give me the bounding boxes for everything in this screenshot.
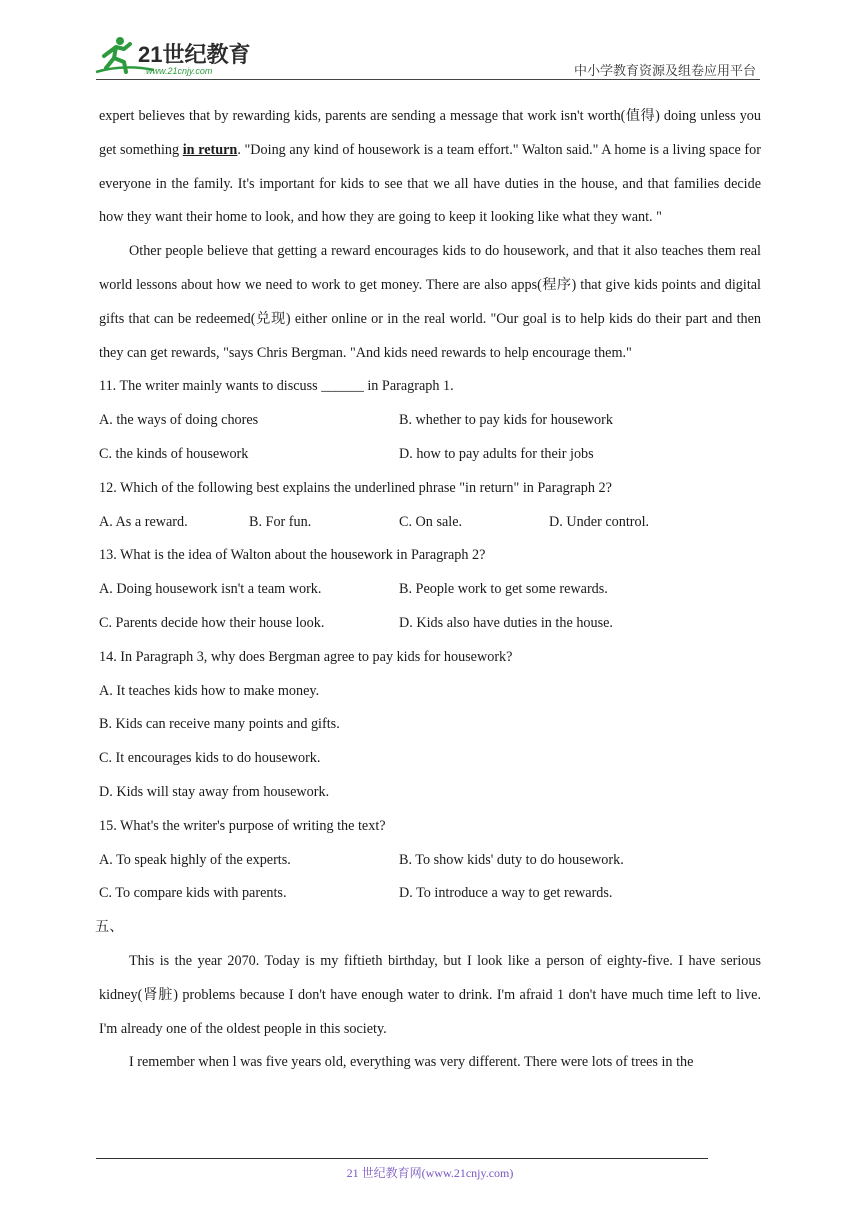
- underlined-phrase: in return: [182, 141, 238, 158]
- option-a: A. the ways of doing chores: [99, 412, 259, 429]
- option-d: D. how to pay adults for their jobs: [399, 445, 594, 462]
- logo-text: 21世纪教育: [138, 42, 251, 67]
- section5-paragraph-1: This is the year 2070. Today is my fiftieth birthday, but I look like a person of eighty-five. I have serious kidney(肾脏) problems because I don't have enough water to drink. I'm afraid 1 don't have much time left to live. I'm already one of the oldest people in this society.: [99, 952, 761, 1037]
- logo-url: www.21cnjy.com: [146, 66, 213, 76]
- passage-paragraph-3: Other people believe that getting a reward encourages kids to do housework, and that it also teaches them real world lessons about how we need to work to get money. There are also apps(程序) that give kids points and digital gifts that can be redeemed(兑现) either online or in the real world. "Our goal is to help kids do their part and then they can get rewards, "says Chris Bergman. "And kids need rewards to help encourage them.": [99, 243, 761, 361]
- section5-paragraph-2: I remember when l was five years old, everything was very different. There were lots of trees in the: [129, 1054, 694, 1071]
- option-c: C. On sale.: [399, 513, 463, 530]
- logo-21cnjy: [94, 34, 264, 78]
- passage-paragraph-2: expert believes that by rewarding kids, parents are sending a message that work isn't worth(值得) doing unless you get something in return. "Doing any kind of housework is a team effort." Walton said." A home is a living space for everyone in the family. It's important for kids to see that we all have duties in the house, and that families decide how they want their home to look, and how they are going to keep it looking like what they want. ": [99, 108, 761, 226]
- question-11-options-row2: [99, 438, 761, 472]
- option-b: B. To show kids' duty to do housework.: [399, 851, 624, 868]
- header-platform-name: 中小学教育资源及组卷应用平台: [573, 63, 756, 78]
- option-d: D. Kids also have duties in the house.: [399, 614, 613, 631]
- question-13-options-row1: [99, 573, 761, 607]
- option-d: D. To introduce a way to get rewards.: [399, 885, 613, 902]
- option-d: D. Under control.: [549, 513, 650, 530]
- page-header: [0, 0, 860, 90]
- option-a: A. To speak highly of the experts.: [99, 851, 291, 868]
- question-15-options-row1: [99, 844, 761, 878]
- question-11-stem: 11. The writer mainly wants to discuss ______ in Paragraph 1.: [99, 378, 454, 395]
- question-15-options-row2: [99, 877, 761, 911]
- option-c: C. It encourages kids to do housework.: [99, 750, 321, 767]
- option-a: A. As a reward.: [99, 513, 188, 530]
- question-13-stem: 13. What is the idea of Walton about the housework in Paragraph 2?: [99, 547, 486, 564]
- option-d: D. Kids will stay away from housework.: [99, 783, 330, 800]
- option-b: B. People work to get some rewards.: [399, 581, 608, 598]
- question-13-options-row2: [99, 607, 761, 641]
- option-c: C. Parents decide how their house look.: [99, 614, 325, 631]
- option-b: B. Kids can receive many points and gifts.: [99, 716, 340, 733]
- option-b: B. For fun.: [249, 513, 312, 530]
- option-b: B. whether to pay kids for housework: [399, 412, 613, 429]
- option-a: A. It teaches kids how to make money.: [99, 682, 320, 699]
- document-body: [95, 100, 761, 1080]
- header-divider: [96, 79, 760, 80]
- question-14-stem: 14. In Paragraph 3, why does Bergman agree to pay kids for housework?: [99, 648, 513, 665]
- option-c: C. To compare kids with parents.: [99, 885, 287, 902]
- question-11-options-row1: [99, 404, 761, 438]
- question-12-stem: 12. Which of the following best explains the underlined phrase "in return" in Paragraph 2?: [99, 479, 612, 496]
- question-15-stem: 15. What's the writer's purpose of writing the text?: [99, 817, 386, 834]
- question-12-options: [99, 506, 761, 540]
- footer-divider: [96, 1158, 708, 1159]
- option-c: C. the kinds of housework: [99, 445, 249, 462]
- option-a: A. Doing housework isn't a team work.: [99, 581, 322, 598]
- footer-text: 21 世纪教育网(www.21cnjy.com): [346, 1166, 514, 1180]
- section-heading: 五、: [95, 919, 124, 936]
